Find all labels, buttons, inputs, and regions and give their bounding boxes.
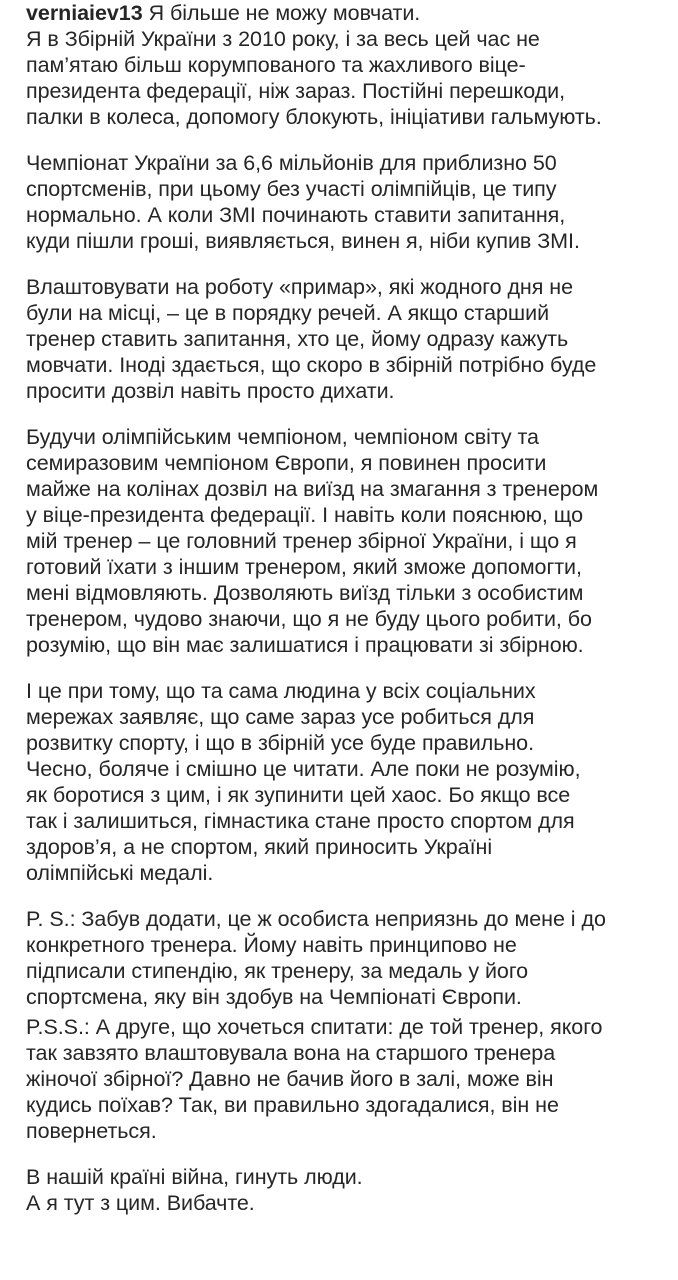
caption-line: так завзято влаштовувала вона на старшого тренера — [26, 1041, 556, 1065]
caption-line: готовий їхати з іншим тренером, який зможе допомогти, — [26, 555, 582, 579]
caption-line: у віце-президента федерації. І навіть коли пояснюю, що — [26, 503, 584, 527]
caption-line: спортсмена, яку він здобув на Чемпіонаті Європи. — [26, 985, 522, 1009]
paragraph-gap — [26, 130, 678, 150]
caption-line: спортсменів, при цьому без участі олімпійців, це типу — [26, 177, 557, 201]
caption-line: кудись поїхав? Так, ви правильно здогадалися, він не — [26, 1093, 559, 1117]
caption-line: конкретного тренера. Йому навіть принципово не — [26, 933, 517, 957]
caption-line: І це при тому, що та сама людина у всіх соціальних — [26, 679, 536, 703]
paragraph-gap — [26, 886, 678, 906]
caption-paragraph — [26, 424, 678, 658]
caption-line: повернеться. — [26, 1119, 157, 1143]
caption-line: розумію, що він має залишатися і працювати зі збірною. — [26, 633, 584, 657]
caption-line: так і залишиться, гімнастика стане просто спортом для — [26, 809, 575, 833]
caption-paragraph — [26, 906, 678, 1010]
caption-line: розвитку спорту, і що в збірній усе буде правильно. — [26, 731, 535, 755]
caption-line: мій тренер – це головний тренер збірної України, і що я — [26, 529, 577, 553]
caption-line: мені відмовляють. Дозволяють виїзд тільки з особистим — [26, 581, 584, 605]
caption-line: Будучи олімпійським чемпіоном, чемпіоном світу та — [26, 425, 539, 449]
paragraph-gap — [26, 1144, 678, 1164]
caption-line: пам’ятаю більш корумпованого та жахливого віце- — [26, 53, 526, 77]
post-caption — [26, 0, 678, 1216]
caption-line: президента федерації, ніж зараз. Постійні перешкоди, — [26, 79, 566, 103]
caption-line: тренером, чудово знаючи, що я не буду цього робити, бо — [26, 607, 592, 631]
caption-body — [26, 26, 678, 1216]
caption-paragraph — [26, 26, 678, 130]
caption-line: семиразовим чемпіоном Європи, я повинен просити — [26, 451, 547, 475]
caption-line: P. S.: Забув додати, це ж особиста неприязнь до мене і до — [26, 907, 606, 931]
paragraph-gap — [26, 658, 678, 678]
paragraph-gap — [26, 254, 678, 274]
caption-first-line-text: Я більше не можу мовчати. — [148, 1, 421, 25]
caption-line: підписали стипендію, як тренеру, за медаль у його — [26, 959, 529, 983]
caption-line: Я в Збірній України з 2010 року, і за весь цей час не — [26, 27, 540, 51]
caption-line: жіночої збірної? Давно не бачив його в залі, може він — [26, 1067, 554, 1091]
caption-line: як боротися з цим, і як зупинити цей хаос. Бо якщо все — [26, 783, 571, 807]
caption-line: P.S.S.: А друге, що хочеться спитати: де той тренер, якого — [26, 1015, 603, 1039]
caption-line: А я тут з цим. Вибачте. — [26, 1191, 255, 1215]
caption-paragraph — [26, 1164, 678, 1216]
caption-line: нормально. А коли ЗМІ починають ставити запитання, — [26, 203, 566, 227]
caption-paragraph — [26, 150, 678, 254]
caption-line: Влаштовувати на роботу «примар», які жодного дня не — [26, 275, 574, 299]
caption-line: майже на колінах дозвіл на виїзд на змагання з тренером — [26, 477, 599, 501]
caption-line: мережах заявляє, що саме зараз усе робиться для — [26, 705, 535, 729]
caption-first-line — [26, 0, 678, 26]
caption-line: Чесно, боляче і смішно це читати. Але поки не розумію, — [26, 757, 581, 781]
caption-line: палки в колеса, допомогу блокують, ініціативи гальмують. — [26, 105, 602, 129]
caption-line: були на місці, – це в порядку речей. А якщо старший — [26, 301, 550, 325]
caption-line: просити дозвіл навіть просто дихати. — [26, 379, 395, 403]
caption-line: Чемпіонат України за 6,6 мільйонів для приблизно 50 — [26, 151, 557, 175]
caption-paragraph — [26, 274, 678, 404]
caption-line: куди пішли гроші, виявляється, винен я, ніби купив ЗМІ. — [26, 229, 580, 253]
username-link[interactable]: verniaiev13 — [26, 1, 143, 25]
caption-line: тренер ставить запитання, хто це, йому одразу кажуть — [26, 327, 569, 351]
paragraph-gap — [26, 404, 678, 424]
caption-line: олімпійські медалі. — [26, 861, 214, 885]
caption-line: В нашій країні війна, гинуть люди. — [26, 1165, 363, 1189]
caption-paragraph — [26, 1014, 678, 1144]
caption-line: мовчати. Іноді здається, що скоро в збірній потрібно буде — [26, 353, 597, 377]
caption-paragraph — [26, 678, 678, 886]
caption-line: здоров’я, а не спортом, який приносить Україні — [26, 835, 493, 859]
